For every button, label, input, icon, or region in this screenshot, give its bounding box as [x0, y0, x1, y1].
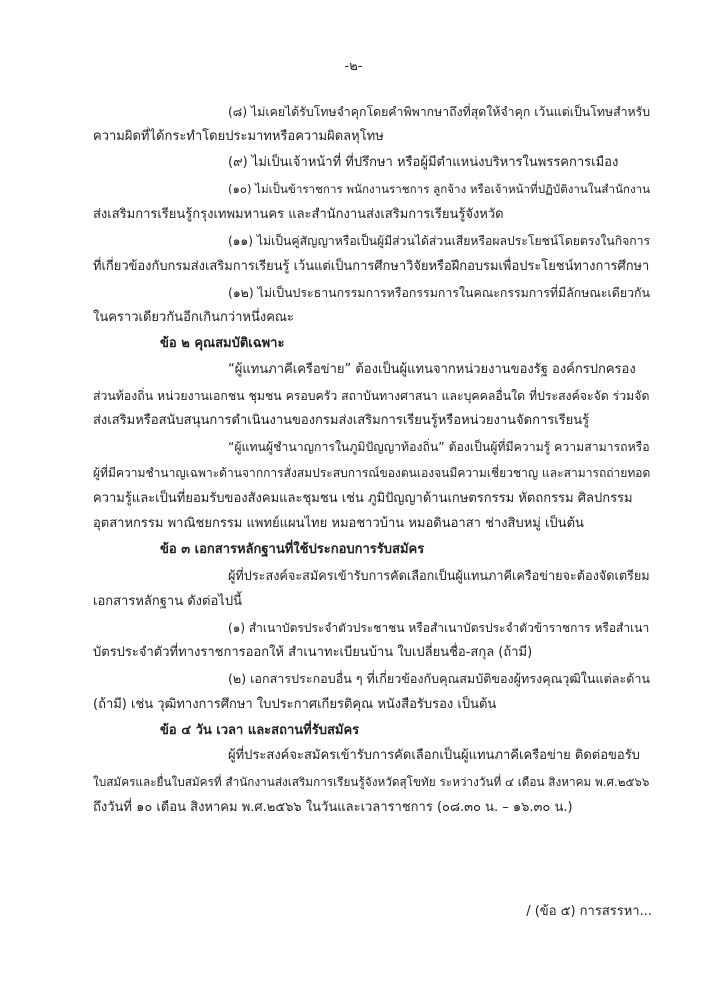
paragraph-line: (๙) ไม่เป็นเจ้าหน้าที่ ที่ปรึกษา หรือผู้มีตำแหน่งบริหารในพรรคการเมือง [228, 155, 619, 170]
paragraph-line: บัตรประจำตัวที่ทางราชการออกให้ สำเนาทะเบียนบ้าน ใบเปลี่ยนชื่อ-สกุล (ถ้ามี) [93, 645, 533, 660]
continuation-note: / (ข้อ ๕) การสรรหา... [526, 904, 652, 919]
page-number: -๒- [344, 59, 363, 74]
paragraph-line: อุตสาหกรรม พาณิชยกรรม แพทย์แผนไทย หมอชาวบ้าน หมอดินอาสา ช่างสิบหมู่ เป็นต้น [93, 516, 584, 531]
paragraph-line: ที่เกี่ยวข้องกับกรมส่งเสริมการเรียนรู้ เว้นแต่เป็นการศึกษาวิจัยหรือฝึกอบรมเพื่อประโยชน์ทางการศึกษา [93, 259, 650, 274]
paragraph-line: (๑๐) ไม่เป็นข้าราชการ พนักงานราชการ ลูกจ้าง หรือเจ้าหน้าที่ปฏิบัติงานในสำนักงาน [228, 182, 651, 196]
section-heading: ข้อ ๓ เอกสารหลักฐานที่ใช้ประกอบการรับสมัคร [160, 542, 425, 557]
paragraph-line: ผู้ที่ประสงค์จะสมัครเข้ารับการคัดเลือกเป็นผู้แทนภาคีเครือข่ายจะต้องจัดเตรียม [228, 568, 650, 583]
paragraph-line: ในคราวเดียวกันอีกเกินกว่าหนึ่งคณะ [93, 310, 294, 325]
section-heading: ข้อ ๔ วัน เวลา และสถานที่รับสมัคร [160, 723, 360, 738]
paragraph-line: (๑๑) ไม่เป็นคู่สัญญาหรือเป็นผู้มีส่วนได้ส่วนเสียหรือผลประโยชน์โดยตรงในกิจการ [228, 234, 651, 248]
paragraph-line: ส่งเสริมการเรียนรู้กรุงเทพมหานคร และสำนักงานส่งเสริมการเรียนรู้จังหวัด [93, 207, 504, 222]
paragraph-line: “ผู้แทนผู้ชำนาญการในภูมิปัญญาท้องถิ่น” ต้องเป็นผู้ที่มีความรู้ ความสามารถหรือ [228, 440, 650, 454]
paragraph-line: (๘) ไม่เคยได้รับโทษจำคุกโดยคำพิพากษาถึงที่สุดให้จำคุก เว้นแต่เป็นโทษสำหรับ [228, 105, 651, 119]
paragraph-line: ส่งเสริมหรือสนับสนุนการดำเนินงานของกรมส่งเสริมการเรียนรู้หรือหน่วยงานจัดการเรียนรู้ [93, 413, 590, 428]
paragraph-line: เอกสารหลักฐาน ดังต่อไปนี้ [93, 594, 242, 609]
paragraph-line: ส่วนท้องถิ่น หน่วยงานเอกชน ชุมชน ครอบครัว สถาบันทางศาสนา และบุคคลอื่นใด ที่ประสงค์จะจัด ร่วมจัด [93, 389, 650, 403]
paragraph-line: “ผู้แทนภาคีเครือข่าย” ต้องเป็นผู้แทนจากหน่วยงานของรัฐ องค์กรปกครอง [228, 362, 636, 377]
paragraph-line: ใบสมัครและยื่นใบสมัครที่ สำนักงานส่งเสริมการเรียนรู้จังหวัดสุโขทัย ระหว่างวันที่ ๔ เดือน สิงหาคม พ.ศ.๒๕๖๖ [93, 775, 650, 789]
paragraph-line: (๑) สำเนาบัตรประจำตัวประชาชน หรือสำเนาบัตรประจำตัวข้าราชการ หรือสำเนา [228, 621, 650, 635]
paragraph-line: ความรู้และเป็นที่ยอมรับของสังคมและชุมชน เช่น ภูมิปัญญาด้านเกษตรกรรม หัตถกรรม ศิลปกรรม [93, 491, 633, 506]
paragraph-line: ผู้ที่มีความชำนาญเฉพาะด้านจากการสั่งสมประสบการณ์ของตนเองจนมีความเชี่ยวชาญ และสามารถถ่ายทอด [93, 466, 651, 480]
paragraph-line: ความผิดที่ได้กระทำโดยประมาทหรือความผิดลหุโทษ [93, 129, 384, 144]
paragraph-line: ถึงวันที่ ๑๐ เดือน สิงหาคม พ.ศ.๒๕๖๖ ในวันและเวลาราชการ (๐๘.๓๐ น. – ๑๖.๓๐ น.) [93, 800, 573, 815]
paragraph-line: ผู้ที่ประสงค์จะสมัครเข้ารับการคัดเลือกเป็นผู้แทนภาคีเครือข่าย ติดต่อขอรับ [228, 748, 640, 763]
section-heading: ข้อ ๒ คุณสมบัติเฉพาะ [160, 336, 285, 351]
paragraph-line: (๑๒) ไม่เป็นประธานกรรมการหรือกรรมการในคณะกรรมการที่มีลักษณะเดียวกัน [228, 286, 650, 300]
paragraph-line: (๒) เอกสารประกอบอื่น ๆ ที่เกี่ยวข้องกับคุณสมบัติของผู้ทรงคุณวุฒิในแต่ละด้าน [228, 671, 651, 686]
paragraph-line: (ถ้ามี) เช่น วุฒิทางการศึกษา ใบประกาศเกียรติคุณ หนังสือรับรอง เป็นต้น [93, 697, 497, 712]
